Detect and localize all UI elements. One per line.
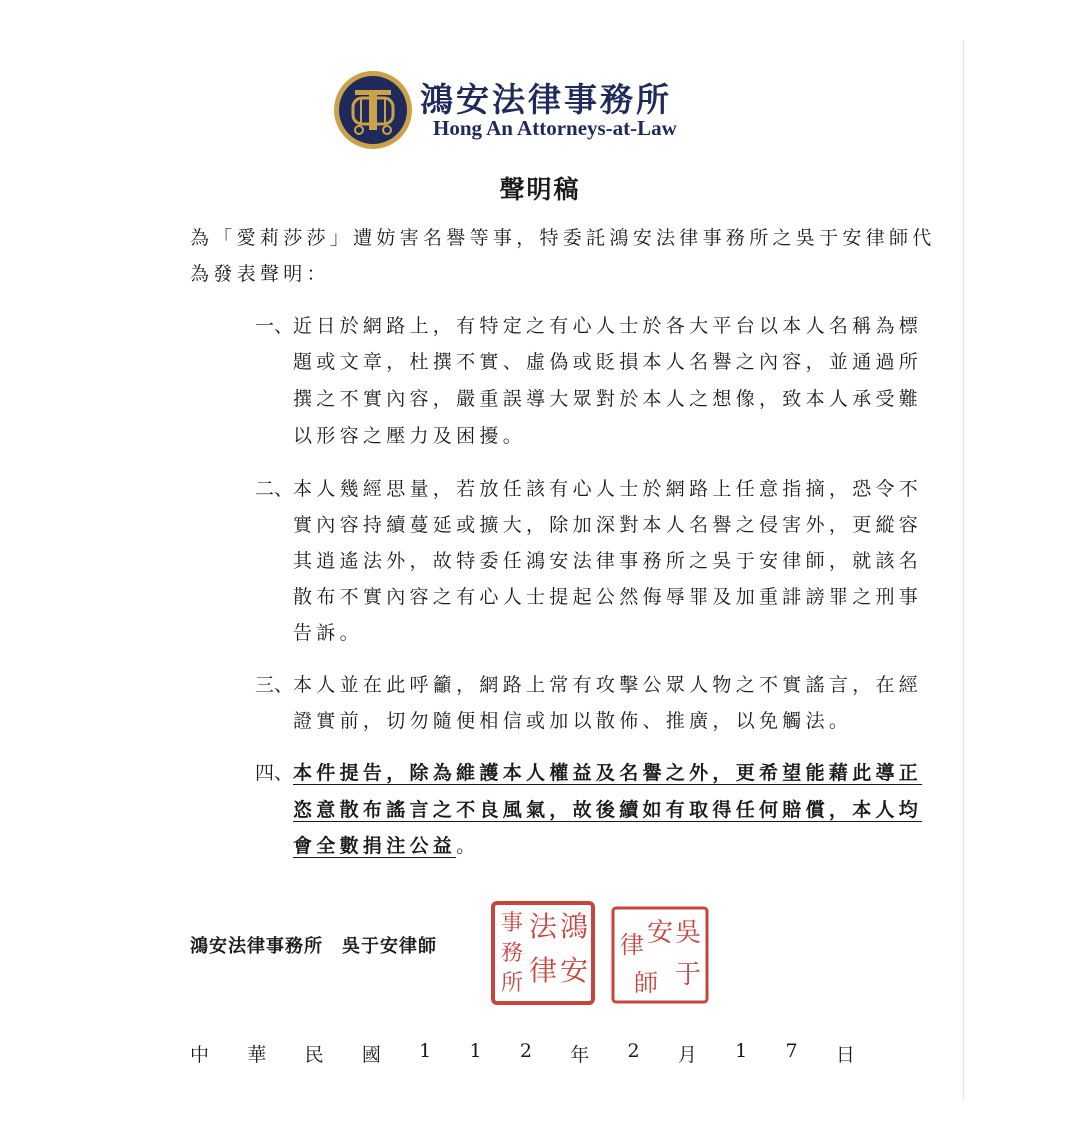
svg-text:律: 律 [620,931,644,959]
svg-text:務: 務 [500,941,524,966]
item-line-tail: 。 [456,835,480,857]
item-line: 散布不實內容之有心人士提起公然侮辱罪及加重誹謗罪之刑事 [293,586,923,608]
svg-text:法: 法 [528,910,558,943]
svg-text:師: 師 [634,969,658,997]
svg-text:于: 于 [674,960,702,990]
date-char: 1 [735,1040,748,1062]
item-line: 本人並在此呼籲，網路上常有攻擊公眾人物之不實謠言，在經 [293,674,923,696]
item-line: 近日於網路上，有特定之有心人士於各大平台以本人名稱為標 [293,315,923,337]
date-char: 日 [835,1044,855,1066]
item-line-underlined: 恣意散布謠言之不良風氣，故後續如有取得任何賠償，本人均 [293,799,923,821]
document-title: 聲明稿 [499,175,581,204]
item-line: 其逍遙法外，故特委任鴻安法律事務所之吳于安律師，就該名 [293,550,923,572]
intro-line: 為「愛莉莎莎」遭妨害名譽等事，特委託鴻安法律事務所之吳于安律師代 [190,227,936,249]
svg-text:事: 事 [500,911,524,936]
item-line: 以形容之壓力及困擾。 [293,425,527,447]
date-char: 國 [361,1044,381,1066]
date-char: 中 [190,1044,210,1066]
item-line: 證實前，切勿隨便相信或加以散佈、推廣，以免觸法。 [293,710,853,732]
item-line: 實內容持續蔓延或擴大，除加深對本人名譽之侵害外，更縱容 [293,514,923,536]
item-marker: 四、 [255,762,294,784]
item-line: 題或文章，杜撰不實、虛偽或貶損本人名譽之內容，並通過所 [293,351,923,373]
svg-text:安: 安 [559,954,589,987]
item-marker: 二、 [255,478,294,500]
svg-text:鴻: 鴻 [559,910,589,943]
date-char: 華 [247,1044,267,1066]
svg-text:吳: 吳 [674,918,702,948]
date-char: 7 [785,1040,798,1062]
firm-name-en: Hong An Attorneys-at-Law [433,116,677,140]
item-line-underlined: 會全數捐注公益 [293,835,457,857]
lawyer-seal-stamp [610,905,710,1005]
date-char: 1 [419,1040,432,1062]
svg-text:安: 安 [646,918,674,948]
svg-text:律: 律 [528,954,558,987]
date-char: 1 [469,1040,482,1062]
firm-name-zh: 鴻安法律事務所 [420,80,672,119]
item-marker: 一、 [255,315,294,337]
item-line: 本人幾經思量，若放任該有心人士於網路上任意指摘，恐令不 [293,478,923,500]
intro-line: 為發表聲明： [190,263,330,285]
item-line-underlined: 本件提告，除為維護本人權益及名譽之外，更希望能藉此導正 [293,762,923,784]
date-char: 年 [570,1044,590,1066]
item-line: 撰之不實內容，嚴重誤導大眾對於本人之想像，致本人承受難 [293,388,923,410]
date-char: 民 [304,1044,324,1066]
item-line: 告訴。 [293,622,363,644]
date-char: 2 [519,1040,532,1062]
signature: 鴻安法律事務所 吳于安律師 [190,936,437,957]
firm-seal-stamp [490,900,596,1006]
date-line [190,1040,855,1067]
item-marker: 三、 [255,674,294,696]
svg-text:所: 所 [500,971,524,996]
firm-logo-icon [333,70,413,150]
date-char: 2 [627,1040,640,1062]
date-char: 月 [677,1044,697,1066]
